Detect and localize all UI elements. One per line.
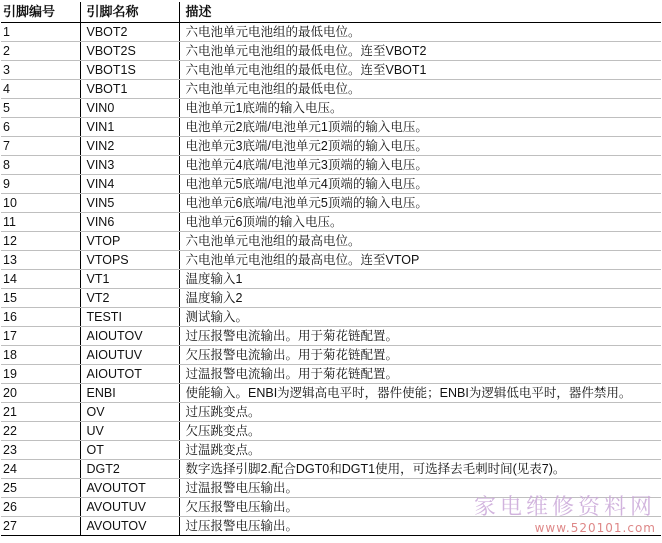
pin-name-cell: VIN6 — [80, 213, 179, 232]
pin-number-cell: 14 — [1, 270, 80, 289]
table-row — [1, 308, 661, 327]
pin-description-cell: 温度输入2 — [179, 289, 661, 308]
pin-number-cell: 20 — [1, 384, 80, 403]
pin-number-cell: 3 — [1, 61, 80, 80]
pin-number-cell: 24 — [1, 460, 80, 479]
table-row — [1, 99, 661, 118]
pin-description-cell: 过温报警电流输出。用于菊花链配置。 — [179, 365, 661, 384]
pin-number-cell: 12 — [1, 232, 80, 251]
pin-description-cell: 欠压报警电压输出。 — [179, 498, 661, 517]
table-row — [1, 251, 661, 270]
pin-number-cell: 21 — [1, 403, 80, 422]
pin-name-cell: VIN4 — [80, 175, 179, 194]
pin-name-cell: UV — [80, 422, 179, 441]
pin-table — [1, 2, 661, 536]
table-row — [1, 403, 661, 422]
pin-description-cell: 使能输入。ENBI为逻辑高电平时，器件使能；ENBI为逻辑低电平时，器件禁用。 — [179, 384, 661, 403]
pin-description-cell: 数字选择引脚2.配合DGT0和DGT1使用，可选择去毛刺时间(见表7)。 — [179, 460, 661, 479]
header-row — [1, 2, 661, 23]
pin-name-cell: VIN0 — [80, 99, 179, 118]
pin-description-cell: 欠压报警电流输出。用于菊花链配置。 — [179, 346, 661, 365]
pin-name-cell: AIOUTOV — [80, 327, 179, 346]
pin-description-cell: 六电池单元电池组的最低电位。连至VBOT1 — [179, 61, 661, 80]
pin-number-cell: 16 — [1, 308, 80, 327]
pin-number-cell: 4 — [1, 80, 80, 99]
pin-description-cell: 过温报警电压输出。 — [179, 479, 661, 498]
pin-description-cell: 六电池单元电池组的最低电位。连至VBOT2 — [179, 42, 661, 61]
table-row — [1, 441, 661, 460]
pin-description-cell: 过压跳变点。 — [179, 403, 661, 422]
table-row — [1, 460, 661, 479]
pin-description-cell: 六电池单元电池组的最高电位。 — [179, 232, 661, 251]
pin-description-cell: 电池单元6顶端的输入电压。 — [179, 213, 661, 232]
pin-name-cell: AIOUTOT — [80, 365, 179, 384]
pin-name-cell: TESTI — [80, 308, 179, 327]
pin-number-cell: 7 — [1, 137, 80, 156]
table-row — [1, 23, 661, 42]
table-row — [1, 80, 661, 99]
pin-number-cell: 5 — [1, 99, 80, 118]
pin-number-cell: 6 — [1, 118, 80, 137]
pin-description-cell: 温度输入1 — [179, 270, 661, 289]
pin-number-cell: 17 — [1, 327, 80, 346]
pin-name-cell: ENBI — [80, 384, 179, 403]
pin-number-cell: 1 — [1, 23, 80, 42]
pin-description-cell: 过温跳变点。 — [179, 441, 661, 460]
pin-name-cell: AVOUTUV — [80, 498, 179, 517]
table-row — [1, 42, 661, 61]
pin-name-cell: VBOT1S — [80, 61, 179, 80]
watermark-title: 家电维修资料网 — [473, 495, 656, 520]
table-row — [1, 365, 661, 384]
table-row — [1, 327, 661, 346]
table-row — [1, 137, 661, 156]
pin-name-cell: AIOUTUV — [80, 346, 179, 365]
pin-description-cell: 欠压跳变点。 — [179, 422, 661, 441]
table-row — [1, 346, 661, 365]
table-row — [1, 289, 661, 308]
pin-description-cell: 六电池单元电池组的最高电位。连至VTOP — [179, 251, 661, 270]
pin-description-cell: 六电池单元电池组的最低电位。 — [179, 80, 661, 99]
pin-number-cell: 8 — [1, 156, 80, 175]
pin-number-cell: 10 — [1, 194, 80, 213]
pin-description-cell: 过压报警电压输出。 — [179, 517, 661, 536]
pin-number-cell: 18 — [1, 346, 80, 365]
pin-description-cell: 电池单元6底端/电池单元5顶端的输入电压。 — [179, 194, 661, 213]
pin-number-cell: 22 — [1, 422, 80, 441]
pin-rows — [1, 23, 661, 536]
pin-name-cell: VBOT2S — [80, 42, 179, 61]
pin-name-cell: DGT2 — [80, 460, 179, 479]
pin-description-cell: 电池单元3底端/电池单元2顶端的输入电压。 — [179, 137, 661, 156]
pin-description-cell: 电池单元4底端/电池单元3顶端的输入电压。 — [179, 156, 661, 175]
pin-description-cell: 电池单元2底端/电池单元1顶端的输入电压。 — [179, 118, 661, 137]
watermark — [474, 490, 656, 535]
pin-name-cell: VIN1 — [80, 118, 179, 137]
table-row — [1, 61, 661, 80]
pin-name-cell: OV — [80, 403, 179, 422]
pin-number-cell: 9 — [1, 175, 80, 194]
table-row — [1, 422, 661, 441]
pin-name-cell: VTOPS — [80, 251, 179, 270]
pin-name-cell: OT — [80, 441, 179, 460]
table-row — [1, 384, 661, 403]
pin-number-cell: 25 — [1, 479, 80, 498]
pin-description-cell: 电池单元5底端/电池单元4顶端的输入电压。 — [179, 175, 661, 194]
table-row — [1, 194, 661, 213]
pin-number-cell: 19 — [1, 365, 80, 384]
pin-number-cell: 15 — [1, 289, 80, 308]
pin-name-cell: VIN3 — [80, 156, 179, 175]
table-row — [1, 175, 661, 194]
pin-name-cell: AVOUTOT — [80, 479, 179, 498]
pin-number-cell: 2 — [1, 42, 80, 61]
pin-name-cell: VIN5 — [80, 194, 179, 213]
pin-number-cell: 13 — [1, 251, 80, 270]
table-row — [1, 156, 661, 175]
pin-name-cell: VTOP — [80, 232, 179, 251]
pin-number-cell: 11 — [1, 213, 80, 232]
header-pin-number: 引脚编号 — [1, 2, 80, 23]
table-row — [1, 118, 661, 137]
table-row — [1, 213, 661, 232]
watermark-url: www.520101.com — [534, 521, 656, 535]
pin-number-cell: 26 — [1, 498, 80, 517]
pin-name-cell: VBOT2 — [80, 23, 179, 42]
pin-number-cell: 27 — [1, 517, 80, 536]
pin-name-cell: AVOUTOV — [80, 517, 179, 536]
header-pin-name: 引脚名称 — [80, 2, 179, 23]
pin-name-cell: VT1 — [80, 270, 179, 289]
pin-number-cell: 23 — [1, 441, 80, 460]
pin-description-cell: 电池单元1底端的输入电压。 — [179, 99, 661, 118]
header-description: 描述 — [179, 2, 661, 23]
pin-description-cell: 六电池单元电池组的最低电位。 — [179, 23, 661, 42]
pin-description-cell: 过压报警电流输出。用于菊花链配置。 — [179, 327, 661, 346]
table-row — [1, 232, 661, 251]
pin-name-cell: VIN2 — [80, 137, 179, 156]
pin-description-cell: 测试输入。 — [179, 308, 661, 327]
pin-name-cell: VT2 — [80, 289, 179, 308]
table-row — [1, 270, 661, 289]
pin-name-cell: VBOT1 — [80, 80, 179, 99]
